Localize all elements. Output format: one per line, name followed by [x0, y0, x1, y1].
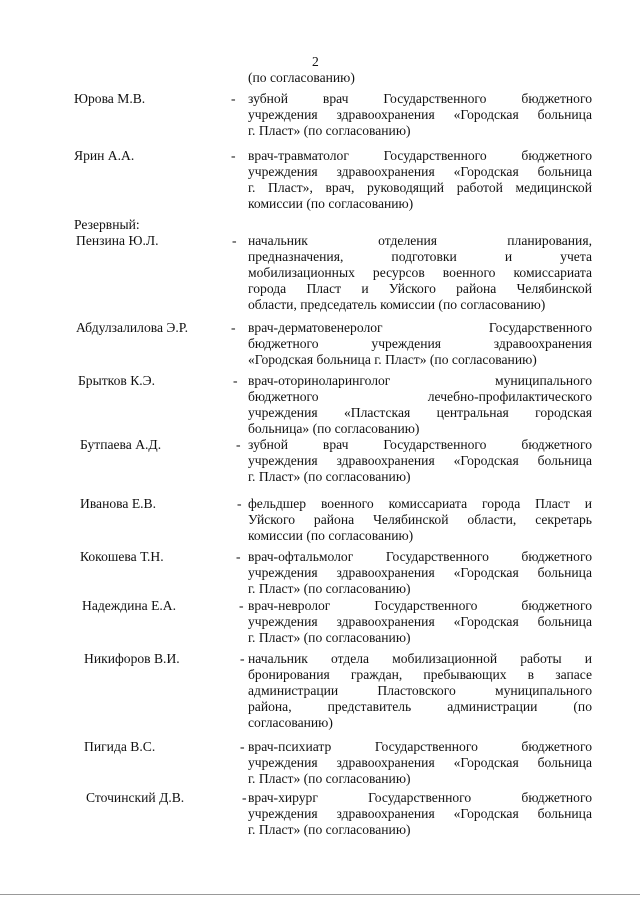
bottom-rule [0, 894, 640, 895]
member-description-line: мобилизационных ресурсов военного комиссариата [248, 265, 592, 280]
member-name: Иванова Е.В. [80, 496, 157, 511]
member-description-line: учреждения здравоохранения «Городская больница [248, 107, 592, 122]
member-description-line: города Пласт и Уйского района Челябинской [248, 281, 592, 296]
member-description-line: зубной врач Государственного бюджетного [248, 437, 592, 452]
member-dash: - [237, 496, 242, 511]
member-name: Кокошева Т.Н. [80, 549, 164, 564]
member-description-line: комиссии (по согласованию) [248, 196, 414, 211]
member-description-line: учреждения здравоохранения «Городская больница [248, 614, 592, 629]
member-dash: - [242, 790, 247, 805]
member-description-line: учреждения здравоохранения «Городская больница [248, 164, 592, 179]
member-description-line: врач-оториноларинголог муниципального [248, 373, 592, 388]
member-description-line: г. Пласт» (по согласованию) [248, 771, 411, 786]
member-description-line: бюджетного лечебно-профилактического [248, 389, 592, 404]
member-dash: - [240, 739, 245, 754]
member-description-line: учреждения здравоохранения «Городская больница [248, 755, 592, 770]
member-description-line: врач-хирург Государственного бюджетного [248, 790, 592, 805]
member-description-line: г. Пласт» (по согласованию) [248, 469, 411, 484]
member-description-line: Уйского района Челябинской области, секретарь [248, 512, 592, 527]
member-description-line: г. Пласт» (по согласованию) [248, 822, 411, 837]
member-description-line: бюджетного учреждения здравоохранения [248, 336, 592, 351]
member-description-line: учреждения «Пластская центральная городская [248, 405, 592, 420]
member-description-line: области, председатель комиссии (по согласованию) [248, 297, 546, 312]
member-dash: - [232, 233, 237, 248]
member-description-line: учреждения здравоохранения «Городская больница [248, 565, 592, 580]
member-description-line: предназначения, подготовки и учета [248, 249, 592, 264]
member-dash: - [236, 549, 241, 564]
member-name: Надеждина Е.А. [82, 598, 177, 613]
page-number: 2 [312, 54, 319, 69]
lead-in-line: (по согласованию) [248, 70, 355, 85]
member-description-line: согласованию) [248, 715, 333, 730]
member-description-line: района, представитель администрации (по [248, 699, 592, 714]
member-name: Пензина Ю.Л. [76, 233, 159, 248]
member-description-line: больница» (по согласованию) [248, 421, 420, 436]
reserve-label: Резервный: [74, 217, 140, 232]
member-description-line: начальник отдела мобилизационной работы и [248, 651, 592, 666]
member-name: Ярин А.А. [74, 148, 135, 163]
member-dash: - [231, 91, 236, 106]
member-description-line: комиссии (по согласованию) [248, 528, 414, 543]
member-description-line: врач-дерматовенеролог Государственного [248, 320, 592, 335]
member-description-line: учреждения здравоохранения «Городская больница [248, 806, 592, 821]
member-description-line: фельдшер военного комиссариата города Пласт и [248, 496, 592, 511]
member-name: Сточинский Д.В. [86, 790, 185, 805]
member-dash: - [236, 437, 241, 452]
member-name: Никифоров В.И. [84, 651, 180, 666]
member-dash: - [231, 148, 236, 163]
member-description-line: бронирования граждан, пребывающих в запасе [248, 667, 592, 682]
member-description-line: г. Пласт» (по согласованию) [248, 630, 411, 645]
member-name: Бутпаева А.Д. [80, 437, 162, 452]
member-description-line: врач-невролог Государственного бюджетного [248, 598, 592, 613]
member-description-line: врач-психиатр Государственного бюджетного [248, 739, 592, 754]
member-dash: - [231, 320, 236, 335]
member-description-line: зубной врач Государственного бюджетного [248, 91, 592, 106]
member-description-line: г. Пласт» (по согласованию) [248, 123, 411, 138]
member-description-line: врач-офтальмолог Государственного бюджетного [248, 549, 592, 564]
member-name: Юрова М.В. [74, 91, 146, 106]
member-description-line: г. Пласт», врач, руководящий работой медицинской [248, 180, 592, 195]
member-name: Абдулзалилова Э.Р. [76, 320, 189, 335]
member-name: Брытков К.Э. [78, 373, 156, 388]
member-description-line: начальник отделения планирования, [248, 233, 592, 248]
member-description-line: врач-травматолог Государственного бюджетного [248, 148, 592, 163]
member-description-line: «Городская больница г. Пласт» (по согласованию) [248, 352, 537, 367]
member-description-line: г. Пласт» (по согласованию) [248, 581, 411, 596]
member-description-line: учреждения здравоохранения «Городская больница [248, 453, 592, 468]
member-dash: - [233, 373, 238, 388]
member-dash: - [240, 651, 245, 666]
member-dash: - [239, 598, 244, 613]
member-name: Пигида В.С. [84, 739, 156, 754]
member-description-line: администрации Пластовского муниципального [248, 683, 592, 698]
